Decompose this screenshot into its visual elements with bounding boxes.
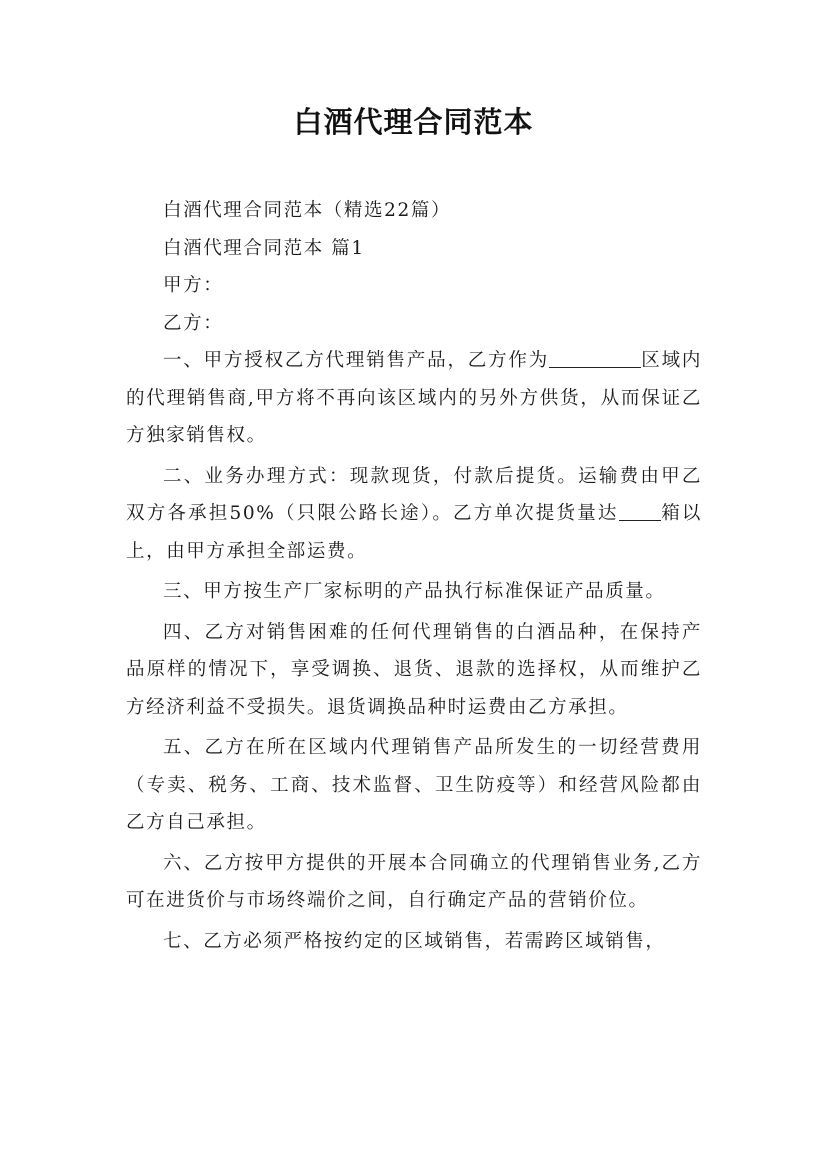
clause-1-text-a: 一、甲方授权乙方代理销售产品，乙方作为 [163, 350, 550, 371]
clause-6: 六、乙方按甲方提供的开展本合同确立的代理销售业务,乙方可在进货价与市场终端价之间，自行确定产品的营销价位。 [126, 852, 702, 911]
clause-2-text-b: 箱以上，由甲方承担全部运费。 [126, 503, 703, 562]
party-b-label: 乙方： [163, 312, 224, 334]
section-heading: 白酒代理合同范本 篇1 [163, 237, 365, 259]
clause-5: 五、乙方在所在区域内代理销售产品所发生的一切经营费用（专卖、税务、工商、技术监督、卫生防疫等）和经营风险都由乙方自己承担。 [126, 737, 702, 833]
party-a-label: 甲方： [163, 275, 224, 296]
clause-2-text-a: 二、业务办理方式：现款现货，付款后提货。运输费由甲乙双方各承担50%（只限公路长途）。乙方单次提货量达 [126, 465, 702, 524]
clause-4: 四、乙方对销售困难的任何代理销售的白酒品种，在保持产品原样的情况下，享受调换、退货、退款的选择权，从而维护乙方经济利益不受损失。退货调换品种时运费由乙方承担。 [126, 621, 702, 718]
document-body [126, 192, 702, 960]
clause-7: 七、乙方必须严格按约定的区域销售，若需跨区域销售， [163, 930, 666, 952]
clause-1-text-b: 区域内的代理销售商,甲方将不再向该区域内的另外方供货，从而保证乙方独家销售权。 [126, 350, 702, 446]
clause-3: 三、甲方按生产厂家标明的产品执行标准保证产品质量。 [163, 581, 666, 602]
clause-2-blank-line [619, 502, 661, 521]
clause-1 [126, 342, 702, 455]
document-title: 白酒代理合同范本 [293, 105, 534, 139]
document-subtitle: 白酒代理合同范本（精选22篇） [163, 200, 452, 221]
clause-2 [126, 458, 702, 571]
clause-1-blank-line [549, 349, 641, 368]
